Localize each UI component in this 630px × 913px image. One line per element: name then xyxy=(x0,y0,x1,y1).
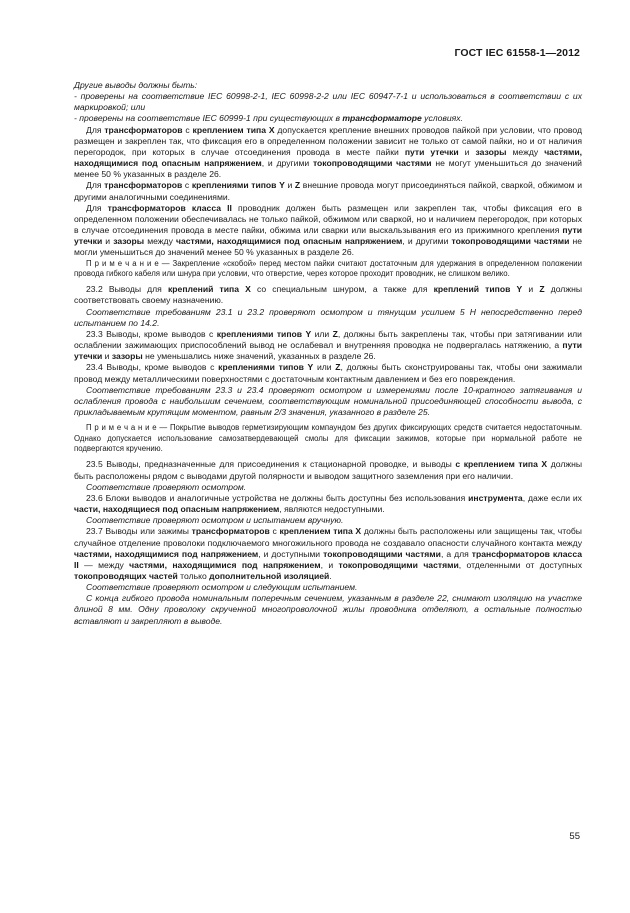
compliance-check xyxy=(74,582,582,593)
defined-term: Z xyxy=(335,362,341,373)
text-run: с xyxy=(182,124,193,135)
text-run: и xyxy=(458,146,476,157)
paragraph xyxy=(74,113,582,124)
clause-23-3 xyxy=(74,329,582,362)
text-run: не могут уменьшиться до значений менее 50 % указанных в разделе 26. xyxy=(74,158,582,180)
text-run: Соответствие проверяют осмотром и следующим испытанием. xyxy=(86,582,358,593)
text-run: - проверены на соответствие IEC 60999-1 при существующих в xyxy=(74,113,343,124)
text-run: с xyxy=(182,180,192,191)
defined-term: креплениями типов Y xyxy=(216,328,312,339)
defined-term: токопроводящих частей xyxy=(74,570,178,581)
defined-term: Z xyxy=(539,284,545,295)
clause-23-6 xyxy=(74,493,582,515)
compliance-check xyxy=(74,385,582,418)
text-run: Для xyxy=(86,180,105,191)
defined-term: креплений типов Y xyxy=(433,284,523,295)
text-run: , а для xyxy=(440,548,472,559)
text-run: 23.2 Выводы для xyxy=(86,284,168,295)
defined-term: трансформаторов xyxy=(104,180,183,191)
standard-designation: ГОСТ IEC 61558-1—2012 xyxy=(454,47,580,59)
text-run: допускается крепление внешних проводов пайкой при условии, что провод размещен и закреплен так, что фиксация его в определенном положении зависит не только от самой пайки, но и от наличия перегородок, при которых в случае отсоединения провода в месте пайки xyxy=(74,124,582,157)
defined-term: трансформаторов класса II xyxy=(107,202,232,213)
text-run: или xyxy=(311,328,333,339)
clause-23-2 xyxy=(74,284,582,306)
text-run: со специальным шнуром, а также для xyxy=(250,284,434,295)
text-run: 23.3 Выводы, кроме выводов с xyxy=(86,328,217,339)
text-run: и xyxy=(522,284,540,295)
defined-term: трансформаторов xyxy=(104,124,183,135)
defined-term: креплениями типов Y xyxy=(191,180,285,191)
defined-term: части, находящиеся под опасным напряжением xyxy=(74,504,280,515)
clause-23-5 xyxy=(74,459,582,481)
clause-23-4 xyxy=(74,362,582,384)
defined-term: токопроводящими частями xyxy=(312,158,432,169)
paragraph xyxy=(74,91,582,113)
text-run: Для xyxy=(86,202,108,213)
text-run: 23.5 Выводы, предназначенные для присоединения к стационарной проводке, и выводы xyxy=(86,459,456,470)
text-run: , являются недоступными. xyxy=(279,504,385,515)
document-body xyxy=(74,80,582,627)
text-run: , должны быть сконструированы так, чтобы они зажимали провод между металлическими поверхностями с достаточным контактным давлением и без его повреждения. xyxy=(74,362,582,384)
text-run: и xyxy=(102,236,114,247)
text-run: С конца гибкого провода номинальным поперечным сечением, указанным в разделе 22, снимают изоляцию на участке длиной 8 мм. Одну проволоку скрученной многопроволочной жилы проводника отделяют, а остальные полностью вставляют и закрепляют в выводе. xyxy=(74,593,582,626)
defined-term: Z xyxy=(332,328,338,339)
text-run: Соответствие проверяют осмотром и испытанием вручную. xyxy=(86,515,344,526)
paragraph xyxy=(74,80,582,91)
defined-term: токопроводящими частями xyxy=(338,559,459,570)
text-run: , должны быть закреплены так, чтобы при затягивании или ослаблении зажимающих приспособлений вывод не ослабевал и внутренняя проводка не подвергалась натяжению, а xyxy=(74,328,582,351)
compliance-check xyxy=(74,482,582,493)
text-run: и xyxy=(284,180,295,191)
page-number-text: 55 xyxy=(569,831,580,842)
defined-term: трансформаторе xyxy=(342,113,422,124)
defined-term: креплений типа X xyxy=(167,284,251,295)
defined-term: дополнительной изоляцией xyxy=(209,570,330,581)
defined-term: пути утечки xyxy=(74,225,582,247)
defined-term: креплением типа X xyxy=(192,124,275,135)
compliance-check xyxy=(74,307,582,329)
defined-term: с креплением типа X xyxy=(455,459,548,470)
text-run: , и xyxy=(320,559,339,570)
text-run: не уменьшались ниже значений, указанных в разделе 26. xyxy=(142,351,376,362)
text-run: 23.6 Блоки выводов и аналогичные устройства не должны быть доступны без использования xyxy=(86,492,469,503)
text-run: проводник должен быть размещен или закреплен так, чтобы фиксация его в определенном положении обеспечивалась не только пайкой, обжимом или сваркой, но и наличием перегородок, при которых в случае отсоединения провода в месте пайки, обжима или сварки или выскальзывания его из прижимного крепления xyxy=(74,202,582,236)
text-run: не могли уменьшиться до значений менее 50 % указанных в разделе 26. xyxy=(74,236,582,258)
text-run: , даже если их xyxy=(522,492,582,503)
text-run: или xyxy=(313,362,336,373)
defined-term: креплениями типов Y xyxy=(218,362,314,373)
text-run: внешние провода могут присоединяться пайкой, сваркой, обжимом и другими аналогичными соединениями. xyxy=(74,180,582,202)
paragraph xyxy=(74,125,582,181)
text-run: Другие выводы должны быть: xyxy=(74,80,198,90)
paragraph xyxy=(74,180,582,202)
page-number xyxy=(569,831,580,842)
defined-term: Z xyxy=(294,180,301,191)
text-run: должны соответствовать своему назначению. xyxy=(74,284,582,306)
defined-term: креплением типа X xyxy=(279,526,362,537)
text-run: , и другими xyxy=(261,158,313,169)
defined-term: зазоры xyxy=(111,351,143,362)
defined-term: частями, находящимися под опасным напряжением xyxy=(74,146,582,169)
note xyxy=(74,423,582,454)
text-run: только xyxy=(177,570,210,581)
note xyxy=(74,259,582,280)
defined-term: трансформаторов xyxy=(191,526,270,537)
text-run: — между xyxy=(78,559,130,570)
text-run: П р и м е ч а н и е — Закрепление «скобой» перед местом пайки считают достаточным для удержания в определенном положении провода гибкого кабеля или шнура при условии, что отверстие, через которое проходит проводник, не слишком велико. xyxy=(74,258,582,278)
text-run: , и доступными xyxy=(258,548,324,559)
text-run: - проверены на соответствие IEC 60998-2-1, IEC 60998-2-2 или IEC 60947-7-1 и использоваться в соответствии с их маркировкой; или xyxy=(74,91,582,113)
text-run: Для xyxy=(86,124,105,135)
defined-term: частями, находящимися под напряжением xyxy=(74,548,259,559)
clause-23-7 xyxy=(74,526,582,582)
defined-term: трансформаторов класса II xyxy=(74,548,582,570)
text-run: Соответствие требованиям 23.3 и 23.4 проверяют осмотром и измерениями после 10-кратного затягивания и ослабления провода с наибольшим сечением, соответствующим номинальной присоединяющей способности вывода, с прикладываемым крутящим моментом, равным 2/3 значения, указанного в разделе 25. xyxy=(74,384,582,418)
document-header xyxy=(454,47,580,59)
defined-term: зазоры xyxy=(113,236,145,247)
text-run: между xyxy=(506,146,545,157)
defined-term: зазоры xyxy=(475,146,507,157)
text-run: и xyxy=(102,351,112,362)
defined-term: пути утечки xyxy=(74,340,582,362)
text-run: 23.4 Выводы, кроме выводов с xyxy=(86,362,219,373)
defined-term: пути утечки xyxy=(404,146,459,157)
text-run: , отделенными от доступных xyxy=(458,559,582,570)
text-run: . xyxy=(329,570,332,581)
defined-term: частями, находящимися под опасным напряжением xyxy=(175,236,403,247)
defined-term: частями, находящимися под напряжением xyxy=(129,559,321,570)
text-run: условиях. xyxy=(421,113,463,124)
text-run: Соответствие требованиям 23.1 и 23.2 проверяют осмотром и тянущим усилием 5 Н непосредственно перед испытанием по 14.2. xyxy=(74,306,582,328)
text-run: , и другими xyxy=(402,236,452,247)
defined-term: инструмента xyxy=(468,492,523,503)
test-procedure xyxy=(74,593,582,626)
defined-term: токопроводящими частями xyxy=(323,548,441,559)
text-run: 23.7 Выводы или зажимы xyxy=(86,526,192,537)
text-run: П р и м е ч а н и е — Покрытие выводов герметизирующим компаундом без других фиксирующих средств считается недостаточным. Однако допускается использование самозатвердевающей смолы для фиксации зажимов, которые при нормальной работе не подвергаются кручению. xyxy=(74,423,582,453)
text-run: Соответствие проверяют осмотром. xyxy=(86,481,247,492)
compliance-check xyxy=(74,515,582,526)
text-run: между xyxy=(144,236,176,247)
paragraph xyxy=(74,203,582,259)
text-run: должны быть расположены рядом с выводами другой полярности и выводом защитного заземления при его наличии. xyxy=(74,459,582,481)
text-run: с xyxy=(269,526,280,537)
text-run: должны быть расположены или защищены так, чтобы случайное отделение проволоки подключаемого многожильного провода не создавало опасности случайного контакта между xyxy=(74,526,582,548)
defined-term: токопроводящими частями xyxy=(451,236,570,247)
